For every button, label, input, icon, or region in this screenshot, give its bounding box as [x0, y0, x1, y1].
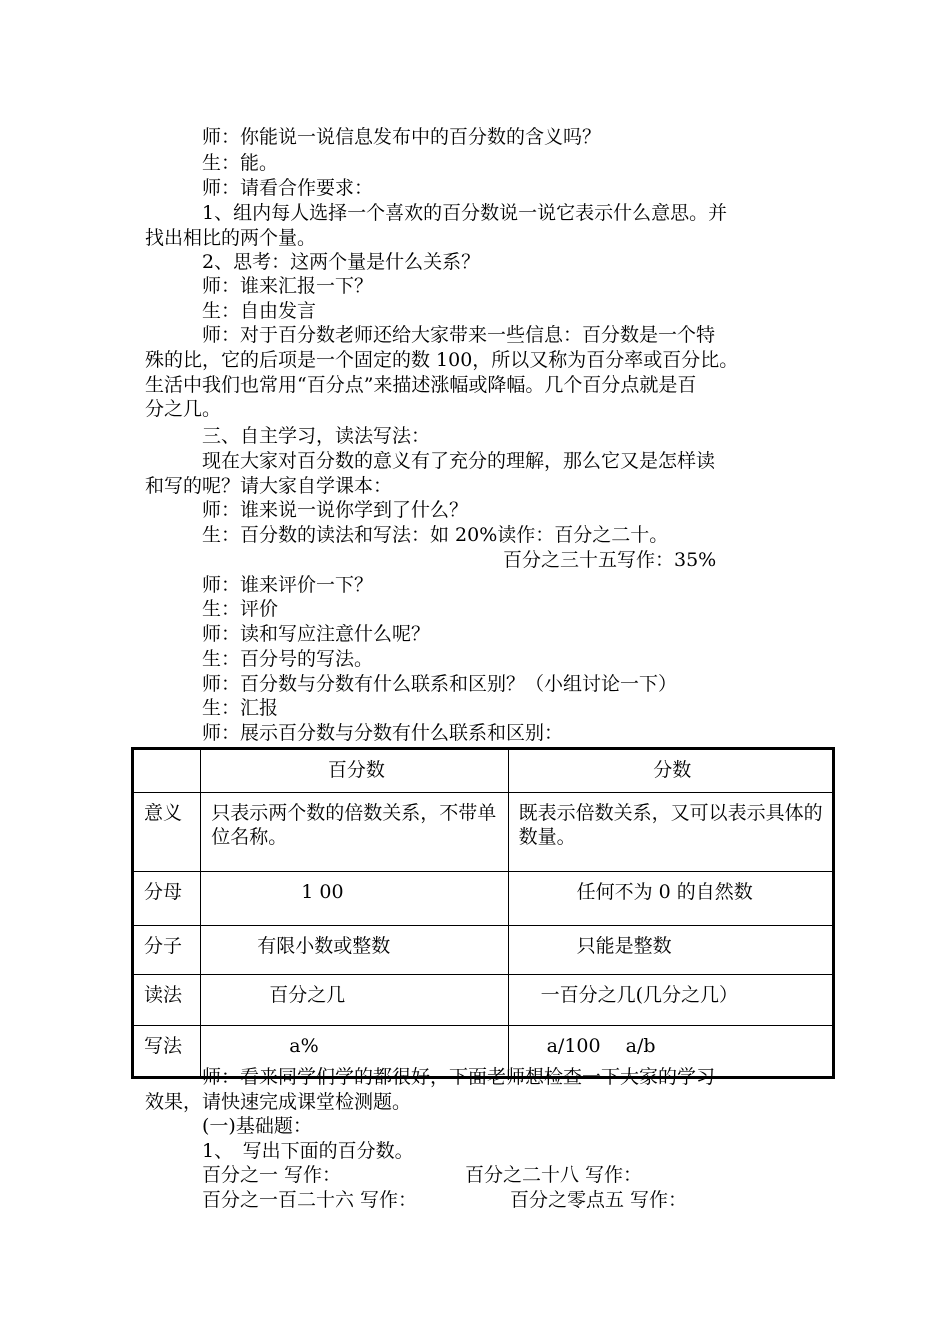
paragraph-line: 生：能。	[202, 152, 279, 174]
paragraph-line: 师：请看合作要求：	[202, 177, 374, 199]
paragraph-line: 找出相比的两个量。	[145, 227, 317, 249]
percent-cell: 百分之几	[201, 975, 508, 1026]
exercise-item: 百分之二十八 写作：	[465, 1164, 643, 1186]
row-label: 读法	[133, 975, 201, 1026]
exercise-item: 百分之一百二十六 写作：	[202, 1189, 418, 1211]
exercise-item: 百分之一 写作：	[202, 1164, 342, 1186]
fraction-cell: 任何不为 0 的自然数	[508, 872, 833, 926]
paragraph-line: 师：读和写应注意什么呢？	[202, 623, 431, 645]
paragraph-line: 生：汇报	[202, 697, 279, 719]
paragraph-line: 生：评价	[202, 598, 279, 620]
paragraph-line: 效果，请快速完成课堂检测题。	[145, 1091, 412, 1113]
fraction-cell: 只能是整数	[508, 926, 833, 975]
fraction-cell: 一百分之几(几分之几）	[508, 975, 833, 1026]
paragraph-line: 师：你能说一说信息发布中的百分数的含义吗？	[202, 126, 602, 148]
exercise-prompt: 1、 写出下面的百分数。	[202, 1140, 414, 1162]
percent-cell: 1 00	[201, 872, 508, 926]
paragraph-line: 1、组内每人选择一个喜欢的百分数说一说它表示什么意思。并	[202, 202, 728, 224]
paragraph-line: 现在大家对百分数的意义有了充分的理解，那么它又是怎样读	[202, 450, 716, 472]
paragraph-line: 百分之三十五写作：35%	[503, 549, 717, 571]
percent-cell: a%	[201, 1026, 508, 1078]
paragraph-line: 生：百分数的读法和写法：如 20%读作：百分之二十。	[202, 524, 669, 546]
table-header-cell	[133, 749, 201, 793]
percent-cell: 只表示两个数的倍数关系，不带单位名称。	[201, 793, 508, 872]
section-heading: (一)基础题：	[202, 1115, 312, 1137]
paragraph-line: 分之几。	[145, 398, 222, 420]
exercise-item: 百分之零点五 写作：	[510, 1189, 688, 1211]
table-row	[133, 793, 834, 872]
fraction-cell: 既表示倍数关系，又可以表示具体的数量。	[508, 793, 833, 872]
paragraph-line: 殊的比，它的后项是一个固定的数 100，所以又称为百分率或百分比。	[145, 349, 739, 371]
table-header-cell: 百分数	[201, 749, 508, 793]
table-row	[133, 926, 834, 975]
paragraph-line: 师：百分数与分数有什么联系和区别？（小组讨论一下）	[202, 673, 678, 695]
table-header-cell: 分数	[508, 749, 833, 793]
paragraph-line: 师：展示百分数与分数有什么联系和区别：	[202, 722, 564, 744]
table-header-row	[133, 749, 834, 793]
paragraph-line: 和写的呢？请大家自学课本：	[145, 475, 393, 497]
table-row	[133, 872, 834, 926]
row-label: 意义	[133, 793, 201, 872]
paragraph-line: 师：对于百分数老师还给大家带来一些信息：百分数是一个特	[202, 324, 716, 346]
comparison-table	[131, 747, 835, 1079]
paragraph-line: 师：看来同学们学的都很好，下面老师想检查一下大家的学习	[202, 1066, 716, 1088]
paragraph-line: 生：百分号的写法。	[202, 648, 374, 670]
row-label: 写法	[133, 1026, 201, 1078]
section-heading: 三、自主学习，读法写法：	[202, 425, 431, 447]
row-label: 分子	[133, 926, 201, 975]
paragraph-line: 师：谁来评价一下？	[202, 574, 374, 596]
paragraph-line: 生活中我们也常用“百分点”来描述涨幅或降幅。几个百分点就是百	[145, 374, 697, 396]
fraction-cell: a/100 a/b	[508, 1026, 833, 1078]
paragraph-line: 师：谁来汇报一下？	[202, 275, 374, 297]
paragraph-line: 生：自由发言	[202, 300, 317, 322]
row-label: 分母	[133, 872, 201, 926]
paragraph-line: 师：谁来说一说你学到了什么？	[202, 499, 469, 521]
table-row	[133, 975, 834, 1026]
paragraph-line: 2、思考：这两个量是什么关系？	[202, 251, 481, 273]
percent-cell: 有限小数或整数	[201, 926, 508, 975]
